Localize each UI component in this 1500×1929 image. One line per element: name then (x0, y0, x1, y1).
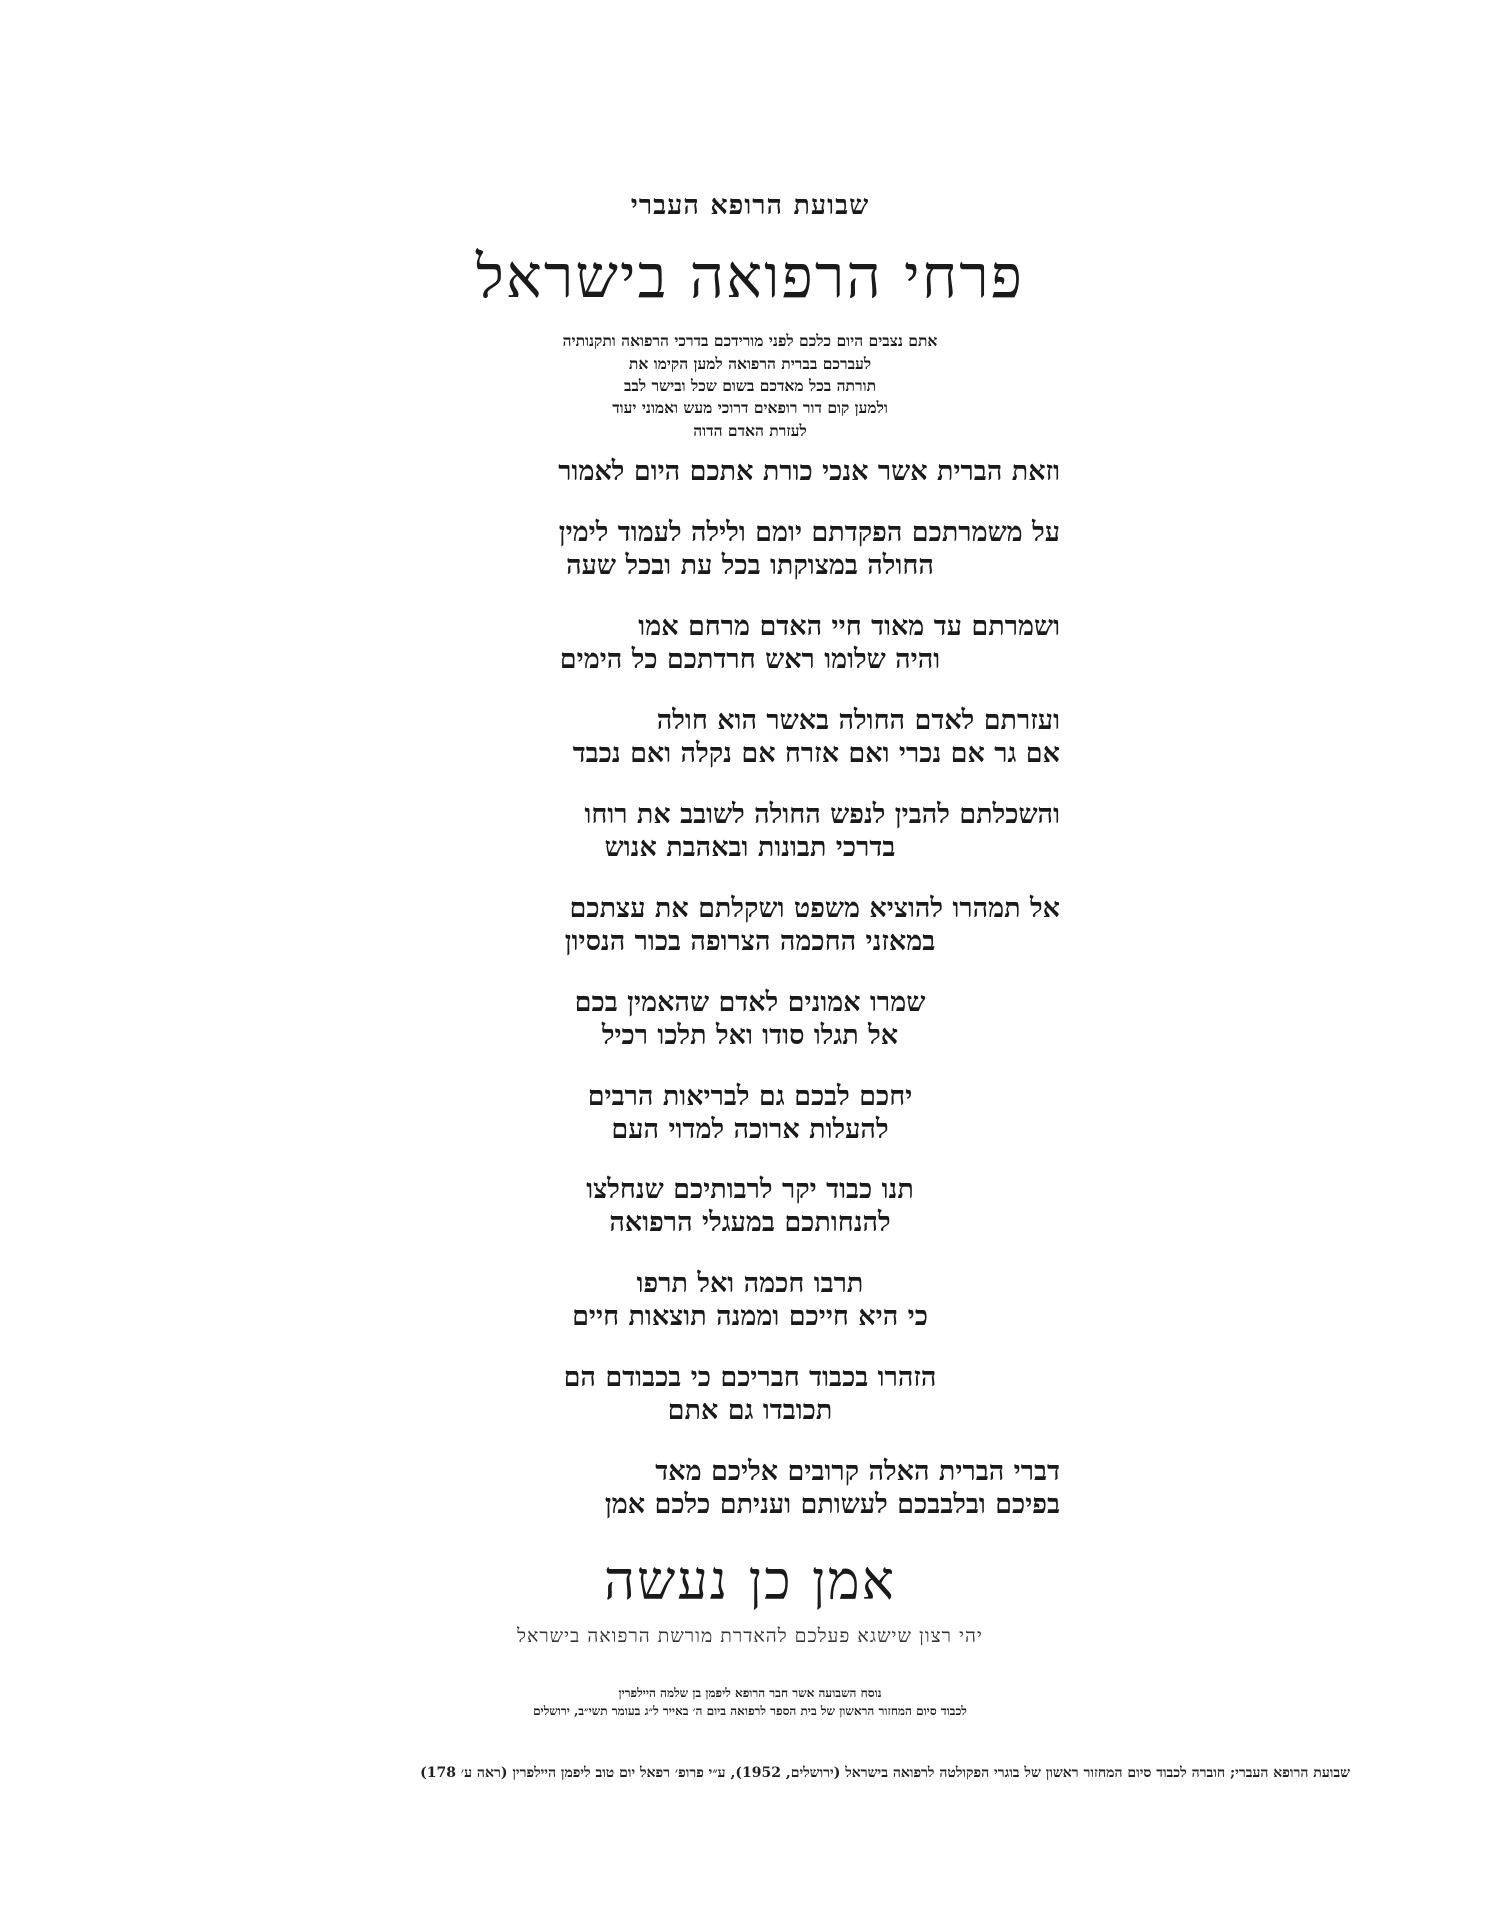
blessing-line: יהי רצון שישגא פעלכם להאדרת מורשת הרפואה בישראל (517, 1625, 983, 1648)
verse-line: על משמרתכם הפקדתם יומם ולילה לעמוד לימין (558, 517, 1060, 549)
verse-line: שמרו אמונים לאדם שהאמין בכם (574, 986, 926, 1018)
colophon-line: לכבוד סיום המחזור הראשון של בית הספר לרפואה ביום ה׳ באייר ל״ג בעומר תשי״ב, ירושלים (533, 1704, 967, 1719)
oath-stanza (440, 517, 1060, 583)
oath-stanza (440, 893, 1060, 959)
intro-line: אתם נצבים היום כלכם לפני מורידכם בדרכי הרפואה ותקנותיה (562, 331, 938, 351)
closing-title: אמן כן נעשה (603, 1548, 897, 1612)
verse-line: תרבו חכמה ואל תרפו (636, 1268, 864, 1300)
verse-line: וזאת הברית אשר אנכי כורת אתכם היום לאמור (558, 456, 1060, 488)
oath-header: שבועת הרופא העברי (630, 190, 870, 221)
oath-stanza (440, 987, 1060, 1053)
oath-stanza (440, 705, 1060, 771)
verse-line: להנחותכם במעגלי הרפואה (609, 1207, 891, 1239)
verse-line: בדרכי תבונות ובאהבת אנוש (604, 831, 896, 863)
verse-line: ושמרתם עד מאוד חיי האדם מרחם אמו (638, 611, 1060, 643)
verse-line: להעלות ארוכה למדוי העם (611, 1113, 889, 1145)
intro-block (440, 330, 1060, 442)
verse-line: אם גר אם נכרי ואם אזרח אם נקלה ואם נכבד (572, 738, 1060, 770)
oath-stanza (440, 1268, 1060, 1334)
verse-line: כי היא חייכם וממנה תוצאות חיים (572, 1301, 928, 1333)
oath-text-block (440, 190, 1060, 1721)
oath-stanza (440, 1174, 1060, 1240)
verse-line: תכובדו גם אתם (667, 1395, 833, 1427)
colophon-line: נוסח השבועה אשר חבר הרופא ליפמן בן שלמה היילפרין (618, 1685, 882, 1700)
intro-line: לעזרת האדם הדוה (693, 420, 807, 440)
verse-line: החולה במצוקתו בכל עת ובכל שעה (566, 550, 934, 582)
verse-line: והשכלתם להבין לנפש החולה לשובב את רוחו (584, 798, 1060, 830)
verse-line: תנו כבוד יקר לרבותיכם שנחלצו (586, 1174, 914, 1206)
figure-caption: שבועת הרופא העברי; חוברה לכבוד סיום המחזור ראשון של בוגרי הפקולטה לרפואה בישראל (ירושלים, 1952), ע״י פרופ׳ רפאל יום טוב ליפמן היילפרין (ראה ע׳ 178) (420, 1765, 1350, 1781)
intro-line: תורתה בכל מאדכם בשום שכל ובישר לבב (623, 375, 877, 395)
verse-line: במאזני החכמה הצרופה בכור הנסיון (564, 925, 936, 957)
oath-stanza (440, 1362, 1060, 1428)
verse-line: הזהרו בכבוד חבריכם כי בכבודם הם (563, 1362, 937, 1394)
colophon (440, 1684, 1060, 1721)
verse-line: דברי הברית האלה קרובים אליכם מאד (655, 1456, 1060, 1488)
verse-line: אל תמהרו להוציא משפט ושקלתם את עצתכם (569, 892, 1060, 924)
intro-line: לעברכם בברית הרפואה למען הקימו את (628, 353, 872, 373)
oath-stanza (440, 1456, 1060, 1522)
verse-line: יחכם לבכם גם לבריאות הרבים (587, 1080, 913, 1112)
intro-line: ולמען קום דור רופאים דרוכי מעש ואמוני יעוד (612, 398, 888, 418)
oath-stanza (440, 1081, 1060, 1147)
verse-line: בפיכם ובלבבכם לעשותם ועניתם כלכם אמן (604, 1489, 1060, 1521)
oath-stanza (440, 611, 1060, 677)
verse-line: אל תגלו סודו ואל תלכו רכיל (601, 1019, 899, 1051)
oath-stanza (440, 456, 1060, 489)
oath-stanza (440, 799, 1060, 865)
oath-title: פרחי הרפואה בישראל (475, 242, 1025, 313)
verse-line: ועזרתם לאדם החולה באשר הוא חולה (656, 705, 1060, 737)
verse-line: והיה שלומו ראש חרדתכם כל הימים (559, 644, 941, 676)
